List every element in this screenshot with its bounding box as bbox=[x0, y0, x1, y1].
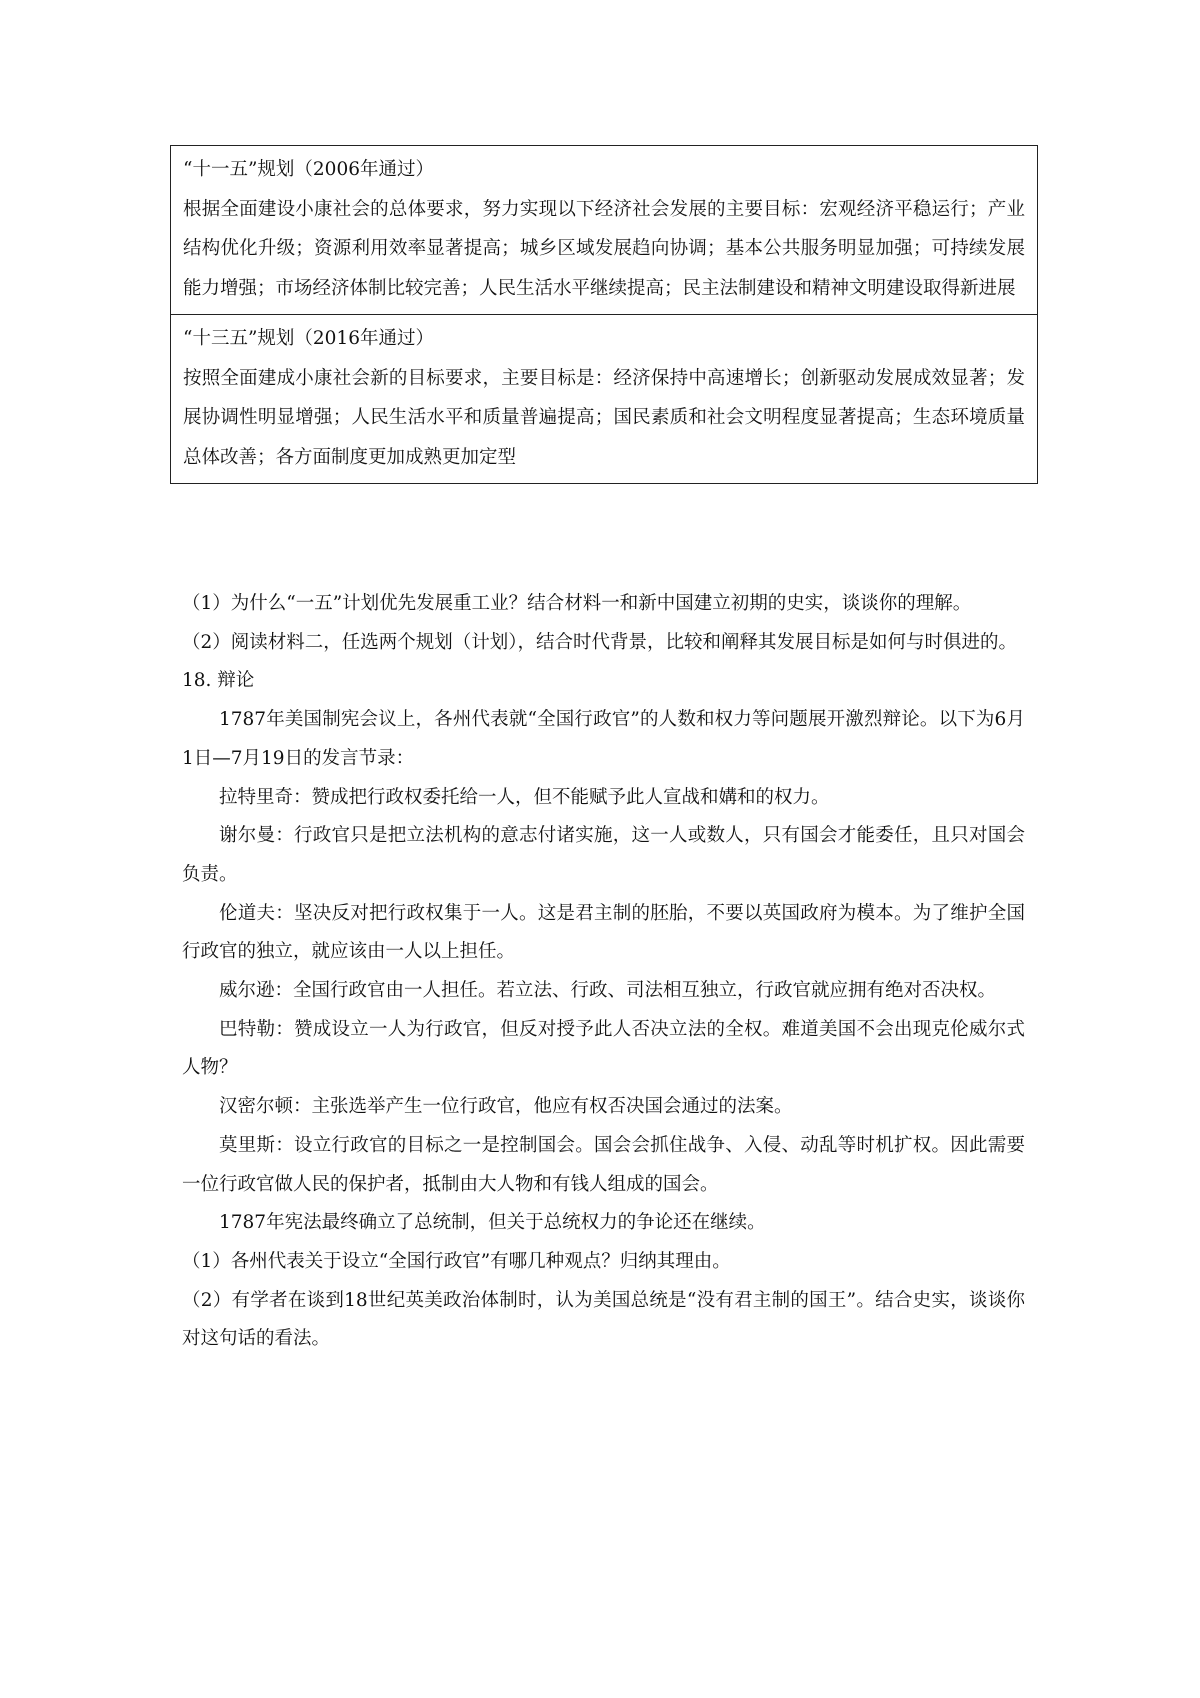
plan-goals-text: 根据全面建设小康社会的总体要求，努力实现以下经济社会发展的主要目标：宏观经济平稳运行；产业结构优化升级；资源利用效率显著提高；城乡区域发展趋向协调；基本公共服务明显加强；可持续发展能力增强；市场经济体制比较完善；人民生活水平继续提高；民主法制建设和精神文明建设取得新进展 bbox=[183, 198, 1025, 299]
q18-sub-question-1: （1）各州代表关于设立“全国行政官”有哪几种观点？归纳其理由。 bbox=[182, 1250, 731, 1272]
table-row bbox=[171, 146, 1037, 314]
table-row bbox=[171, 314, 1037, 483]
q18-conclusion: 1787年宪法最终确立了总统制，但关于总统权力的争论还在继续。 bbox=[219, 1212, 766, 1234]
speech-paragraph: 巴特勒：赞成设立一人为行政官，但反对授予此人否决立法的全权。难道美国不会出现克伦威尔式人物？ bbox=[182, 1018, 1025, 1079]
question-content bbox=[182, 585, 1025, 1359]
plan-goals-text: 按照全面建成小康社会新的目标要求，主要目标是：经济保持中高速增长；创新驱动发展成效显著；发展协调性明显增强；人民生活水平和质量普遍提高；国民素质和社会文明程度显著提高；生态环境质量总体改善；各方面制度更加成熟更加定型 bbox=[183, 367, 1025, 468]
q18-sub-question-2: （2）有学者在谈到18世纪英美政治体制时，认为美国总统是“没有君主制的国王”。结合史实，谈谈你对这句话的看法。 bbox=[182, 1289, 1025, 1350]
plan-title: “十一五”规划（2006年通过） bbox=[183, 159, 434, 180]
speech-paragraph: 拉特里奇：赞成把行政权委托给一人，但不能赋予此人宣战和媾和的权力。 bbox=[219, 786, 830, 808]
speech-paragraph: 伦道夫：坚决反对把行政权集于一人。这是君主制的胚胎，不要以英国政府为模本。为了维护全国行政官的独立，就应该由一人以上担任。 bbox=[182, 902, 1025, 963]
q17-sub-question-2: （2）阅读材料二，任选两个规划（计划），结合时代背景，比较和阐释其发展目标是如何与时俱进的。 bbox=[182, 631, 1018, 653]
speech-paragraph: 谢尔曼：行政官只是把立法机构的意志付诸实施，这一人或数人，只有国会才能委任，且只对国会负责。 bbox=[182, 825, 1025, 885]
plan-title: “十三五”规划（2016年通过） bbox=[183, 328, 434, 349]
speech-paragraph: 汉密尔顿：主张选举产生一位行政官，他应有权否决国会通过的法案。 bbox=[219, 1096, 793, 1118]
q18-heading: 18. 辩论 bbox=[182, 670, 255, 692]
q17-sub-question-1: （1）为什么“一五”计划优先发展重工业？结合材料一和新中国建立初期的史实，谈谈你的理解。 bbox=[182, 593, 972, 614]
plan-comparison-table bbox=[170, 145, 1038, 484]
speech-paragraph: 威尔逊：全国行政官由一人担任。若立法、行政、司法相互独立，行政官就应拥有绝对否决权。 bbox=[219, 980, 997, 1002]
q18-intro: 1787年美国制宪会议上，各州代表就“全国行政官”的人数和权力等问题展开激烈辩论。以下为6月1日—7月19日的发言节录： bbox=[182, 709, 1025, 769]
speech-paragraph: 莫里斯：设立行政官的目标之一是控制国会。国会会抓住战争、入侵、动乱等时机扩权。因此需要一位行政官做人民的保护者，抵制由大人物和有钱人组成的国会。 bbox=[182, 1134, 1025, 1195]
